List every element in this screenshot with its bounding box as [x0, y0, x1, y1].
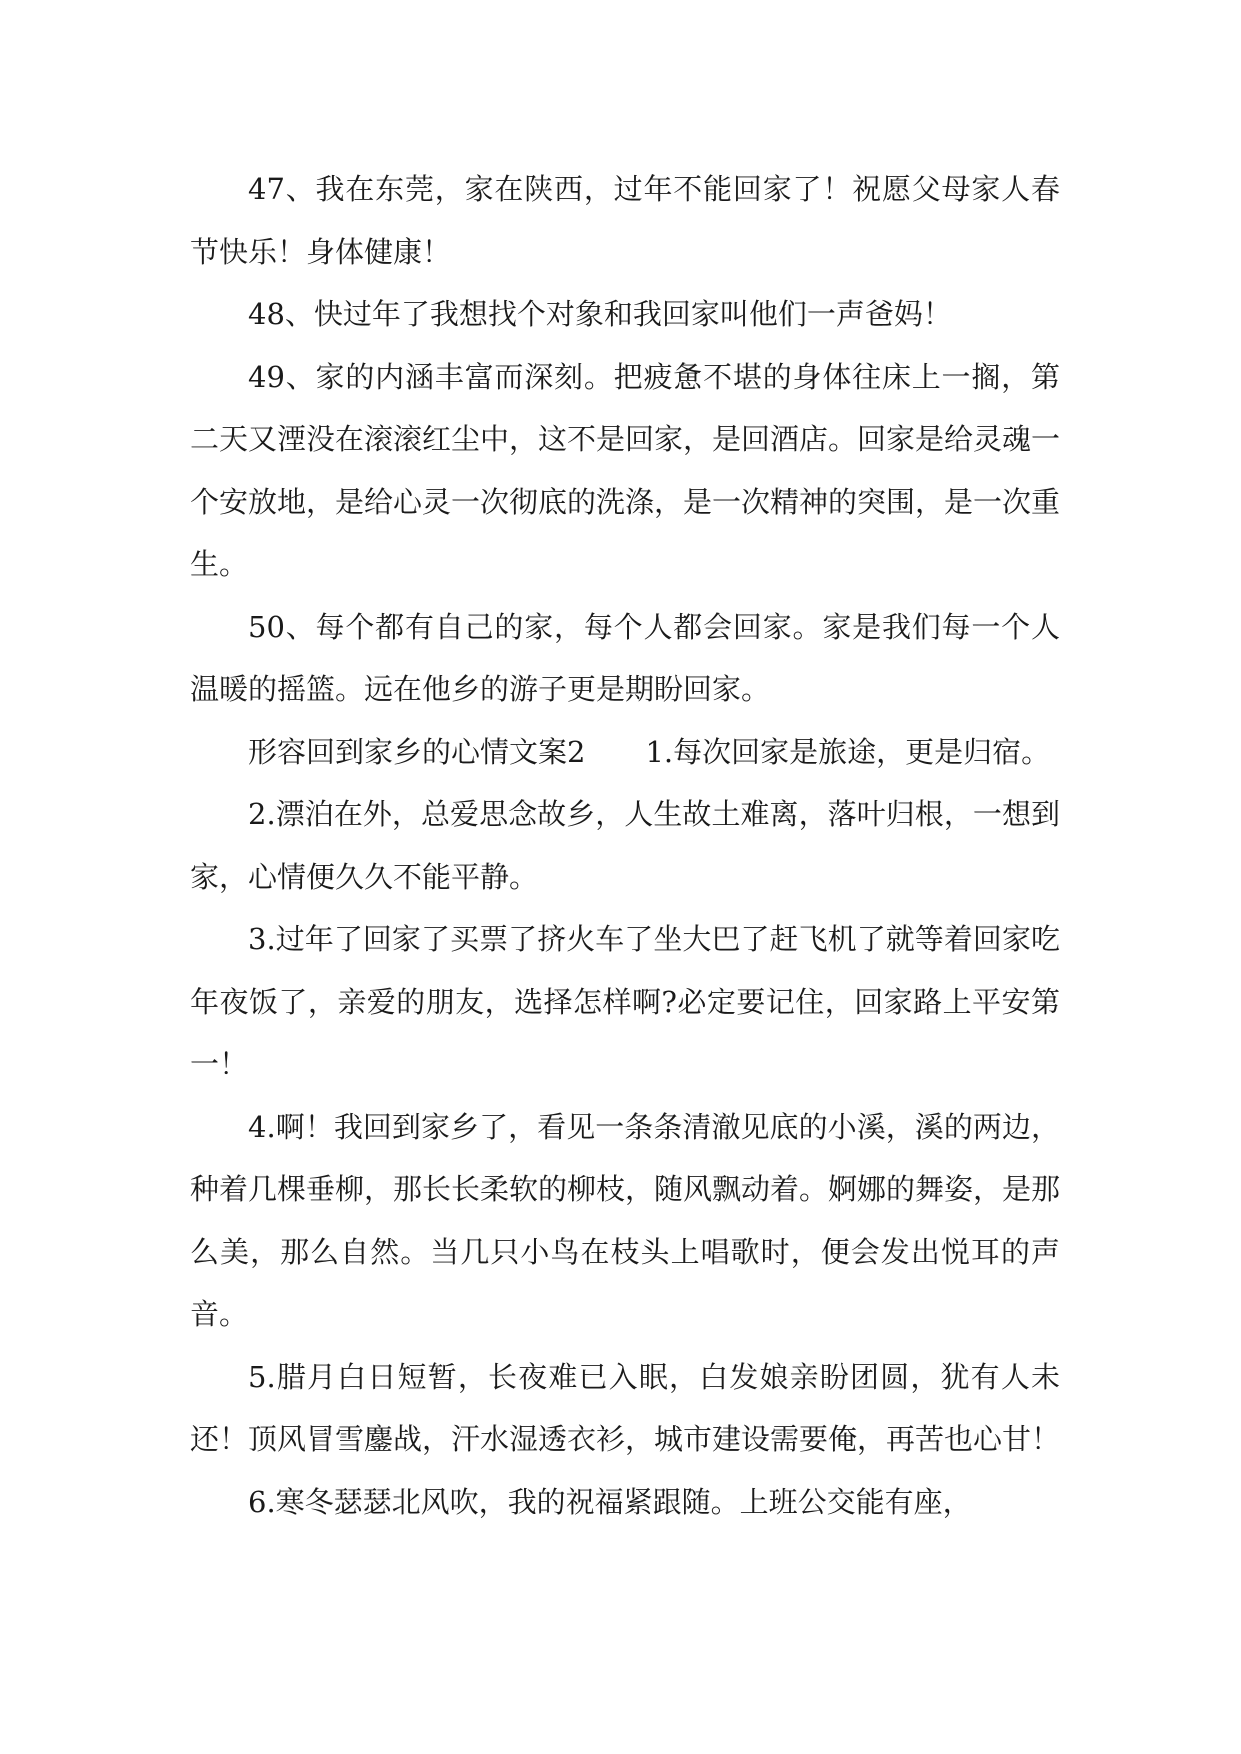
- item-5: 5.腊月白日短暂，长夜难已入眠，白发娘亲盼团圆，犹有人未还！顶风冒雪鏖战，汗水湿透衣衫，城市建设需要俺，再苦也心甘！: [190, 1359, 1061, 1456]
- document-body: [190, 158, 1060, 1533]
- paragraph-48: 48、快过年了我想找个对象和我回家叫他们一声爸妈！: [248, 297, 952, 331]
- item-2: 2.漂泊在外，总爱思念故乡，人生故土难离，落叶归根，一想到家，心情便久久不能平静。: [190, 797, 1060, 894]
- paragraph-50: 50、每个都有自己的家，每个人都会回家。家是我们每一个人温暖的摇篮。远在他乡的游子更是期盼回家。: [190, 609, 1060, 706]
- section-heading-paragraph: [190, 721, 1060, 784]
- paragraph-47: 47、我在东莞，家在陕西，过年不能回家了！祝愿父母家人春节快乐！身体健康！: [190, 172, 1060, 269]
- item-3: 3.过年了回家了买票了挤火车了坐大巴了赶飞机了就等着回家吃年夜饭了，亲爱的朋友，选择怎样啊?必定要记住，回家路上平安第一！: [190, 922, 1060, 1081]
- item-4: 4.啊！我回到家乡了，看见一条条清澈见底的小溪，溪的两边，种着几棵垂柳，那长长柔软的柳枝，随风飘动着。婀娜的舞姿，是那么美，那么自然。当几只小鸟在枝头上唱歌时，便会发出悦耳的声音。: [190, 1109, 1061, 1331]
- item-6: 6.寒冬瑟瑟北风吹，我的祝福紧跟随。上班公交能有座，: [248, 1484, 972, 1519]
- section-heading: 形容回到家乡的心情文案2: [248, 734, 586, 769]
- paragraph-49: 49、家的内涵丰富而深刻。把疲惫不堪的身体往床上一搁，第二天又湮没在滚滚红尘中，这不是回家，是回酒店。回家是给灵魂一个安放地，是给心灵一次彻底的洗涤，是一次精神的突围，是一次重生。: [190, 359, 1061, 581]
- item-1: 1.每次回家是旅途，更是归宿。: [645, 734, 1051, 769]
